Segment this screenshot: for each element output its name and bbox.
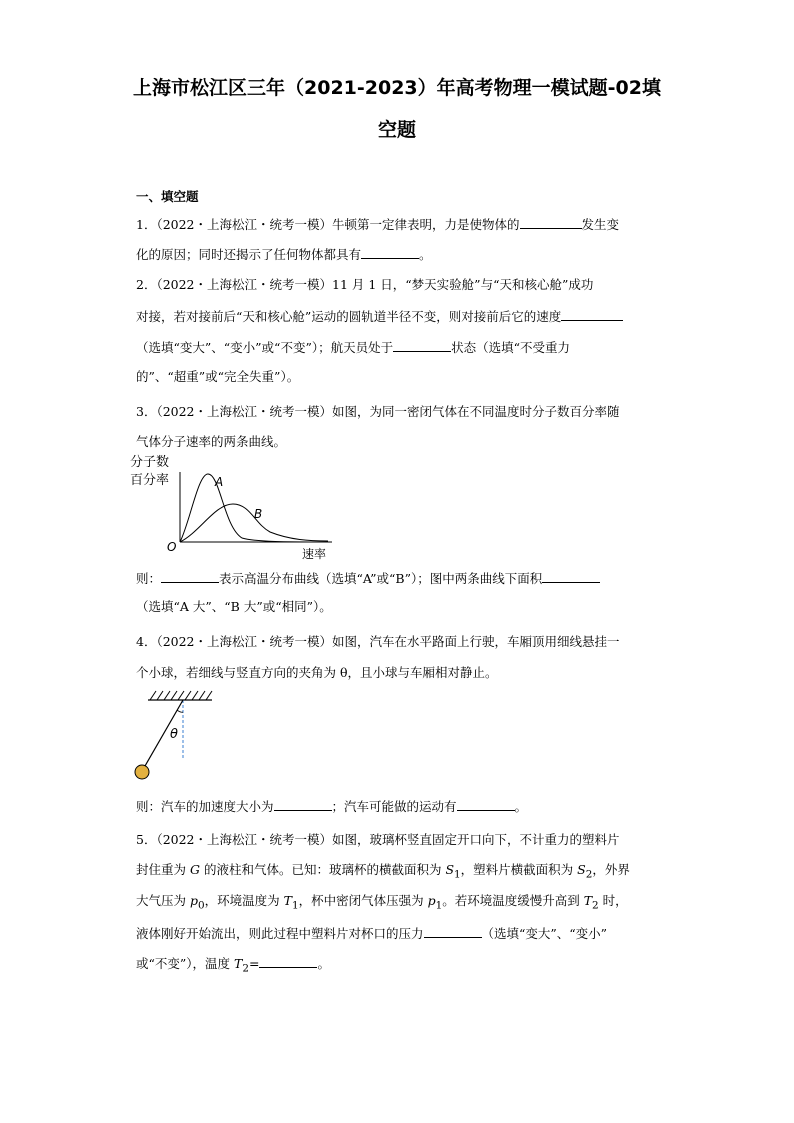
q2-line-1: 2．（2022・上海松江・统考一模）11 月 1 日，“梦天实验舱”与“天和核心舱”成功: [136, 277, 594, 292]
q5-text-b3: 的液柱和气体。已知：玻璃杯的横截面积为: [199, 862, 446, 877]
q2-blank-1[interactable]: [561, 307, 623, 321]
var-t2-final-sub: 2: [242, 962, 249, 975]
q3-line-3: [136, 569, 600, 587]
q5-text-b1: 封住重为: [136, 862, 190, 877]
var-t2-final: T: [234, 956, 243, 971]
q5-text-c5: ，杯中密闭气体压强为: [298, 893, 428, 908]
var-p1: p: [427, 893, 436, 908]
q2-text-b: 对接，若对接前后“天和核心舱”运动的圆轨道半径不变，则对接前后它的速度: [136, 309, 562, 324]
page-title-line-2: 空题: [377, 119, 416, 141]
angle-arc: [177, 710, 183, 712]
curve-a: [180, 474, 325, 542]
var-s2: S: [577, 862, 586, 877]
q1-line-1: [136, 215, 619, 233]
q5-line-5: [136, 954, 330, 977]
q5-text-c7: 。若环境温度缓慢升高到: [442, 893, 584, 908]
q5-text-e4: 。: [317, 956, 330, 971]
q1-text-b: 发生变: [581, 217, 620, 232]
var-s1-sub: 1: [454, 868, 461, 881]
var-t2: T: [583, 893, 593, 908]
section-heading: 一、填空题: [136, 189, 199, 204]
var-p0: p: [189, 893, 198, 908]
var-p1-sub: 1: [435, 899, 443, 912]
q5-blank-2[interactable]: [259, 954, 317, 968]
var-t2-sub: 2: [592, 899, 599, 912]
pendulum-diagram: [128, 686, 218, 784]
var-p0-sub: 0: [198, 899, 205, 912]
page-title-line-1: 上海市松江区三年（2021-2023）年高考物理一模试题-02填: [133, 77, 661, 99]
q5-text-b5: ，塑料片横截面积为: [460, 862, 578, 877]
q3-line-1: 3．（2022・上海松江・统考一模）如图，为同一密闭气体在不同温度时分子数百分率随: [136, 404, 620, 419]
q5-text-c1: 大气压为: [136, 893, 190, 908]
q1-text-c: 化的原因；同时还揭示了任何物体都具有: [136, 247, 362, 262]
graph-origin: O: [167, 540, 177, 554]
q2-blank-2[interactable]: [393, 338, 451, 352]
q5-text-c3: ，环境温度为: [204, 893, 284, 908]
var-s1: S: [445, 862, 455, 877]
distribution-graph: [130, 452, 340, 564]
q3-blank-1[interactable]: [161, 569, 219, 583]
curve-b-label: B: [254, 507, 263, 521]
ceiling-hatching: [150, 691, 212, 700]
q4-text-d: ；汽车可能做的运动有: [331, 799, 457, 814]
q4-blank-1[interactable]: [274, 797, 332, 811]
q5-line-2: [136, 862, 630, 883]
var-t1-sub: 1: [291, 899, 299, 912]
q3-line-4: （选填“A 大”、“B 大”或“相同”）。: [136, 599, 332, 614]
q4-blank-2[interactable]: [457, 797, 515, 811]
q5-blank-1[interactable]: [424, 924, 482, 938]
q5-text-c9: 时，: [598, 893, 628, 908]
curve-a-label: A: [215, 475, 224, 489]
var-t1: T: [283, 893, 292, 908]
q3-text-d: 表示高温分布曲线（选填“A”或“B”）；图中两条曲线下面积: [219, 571, 543, 586]
graph-y-label-2: 百分率: [130, 473, 170, 488]
q5-line-1: 5．（2022・上海松江・统考一模）如图，玻璃杯竖直固定开口向下，不计重力的塑料片: [136, 832, 620, 847]
ball-icon: [135, 765, 149, 779]
q2-text-c: （选填“变大”、“变小”或“不变”）；航天员处于: [136, 340, 394, 355]
q1-blank-2[interactable]: [361, 245, 419, 259]
q2-text-d: 状态（选填“不受重力: [451, 340, 570, 355]
q3-line-2: 气体分子速率的两条曲线。: [136, 434, 287, 449]
q1-text-a: 1．（2022・上海松江・统考一模）牛顿第一定律表明，力是使物体的: [136, 217, 520, 232]
q2-line-4: 的”、“超重”或“完全失重”）。: [136, 369, 300, 384]
q3-blank-2[interactable]: [542, 569, 600, 583]
q4-text-c: 则：汽车的加速度大小为: [136, 799, 274, 814]
q5-text-e1: 或“不变”），温度: [136, 956, 235, 971]
q2-line-3: [136, 338, 570, 356]
q5-line-3: [136, 893, 628, 914]
q5-line-4: [136, 924, 607, 942]
q5-text-d2: （选填“变大”、“变小”: [481, 926, 608, 941]
q5-text-b7: ，外界: [592, 862, 630, 877]
graph-x-label: 速率: [302, 547, 327, 561]
q5-text-d1: 液体刚好开始流出，则此过程中塑料片对杯口的压力: [136, 926, 424, 941]
q1-line-2: [136, 245, 432, 263]
q3-text-c: 则：: [136, 571, 162, 586]
q5-text-equals: =: [248, 956, 260, 971]
var-s2-sub: 2: [585, 868, 593, 881]
q2-line-2: [136, 307, 623, 325]
q4-line-2: 个小球，若细线与竖直方向的夹角为 θ，且小球与车厢相对静止。: [136, 665, 498, 680]
q1-blank-1[interactable]: [520, 215, 582, 229]
var-g: G: [189, 862, 200, 877]
graph-y-label-1: 分子数: [130, 455, 170, 470]
q4-text-e: 。: [514, 799, 528, 814]
q4-line-3: [136, 797, 527, 815]
q4-line-1: 4．（2022・上海松江・统考一模）如图，汽车在水平路面上行驶，车厢顶用细线悬挂一: [136, 634, 620, 649]
q1-text-d: 。: [419, 247, 432, 262]
angle-label: θ: [170, 727, 178, 742]
